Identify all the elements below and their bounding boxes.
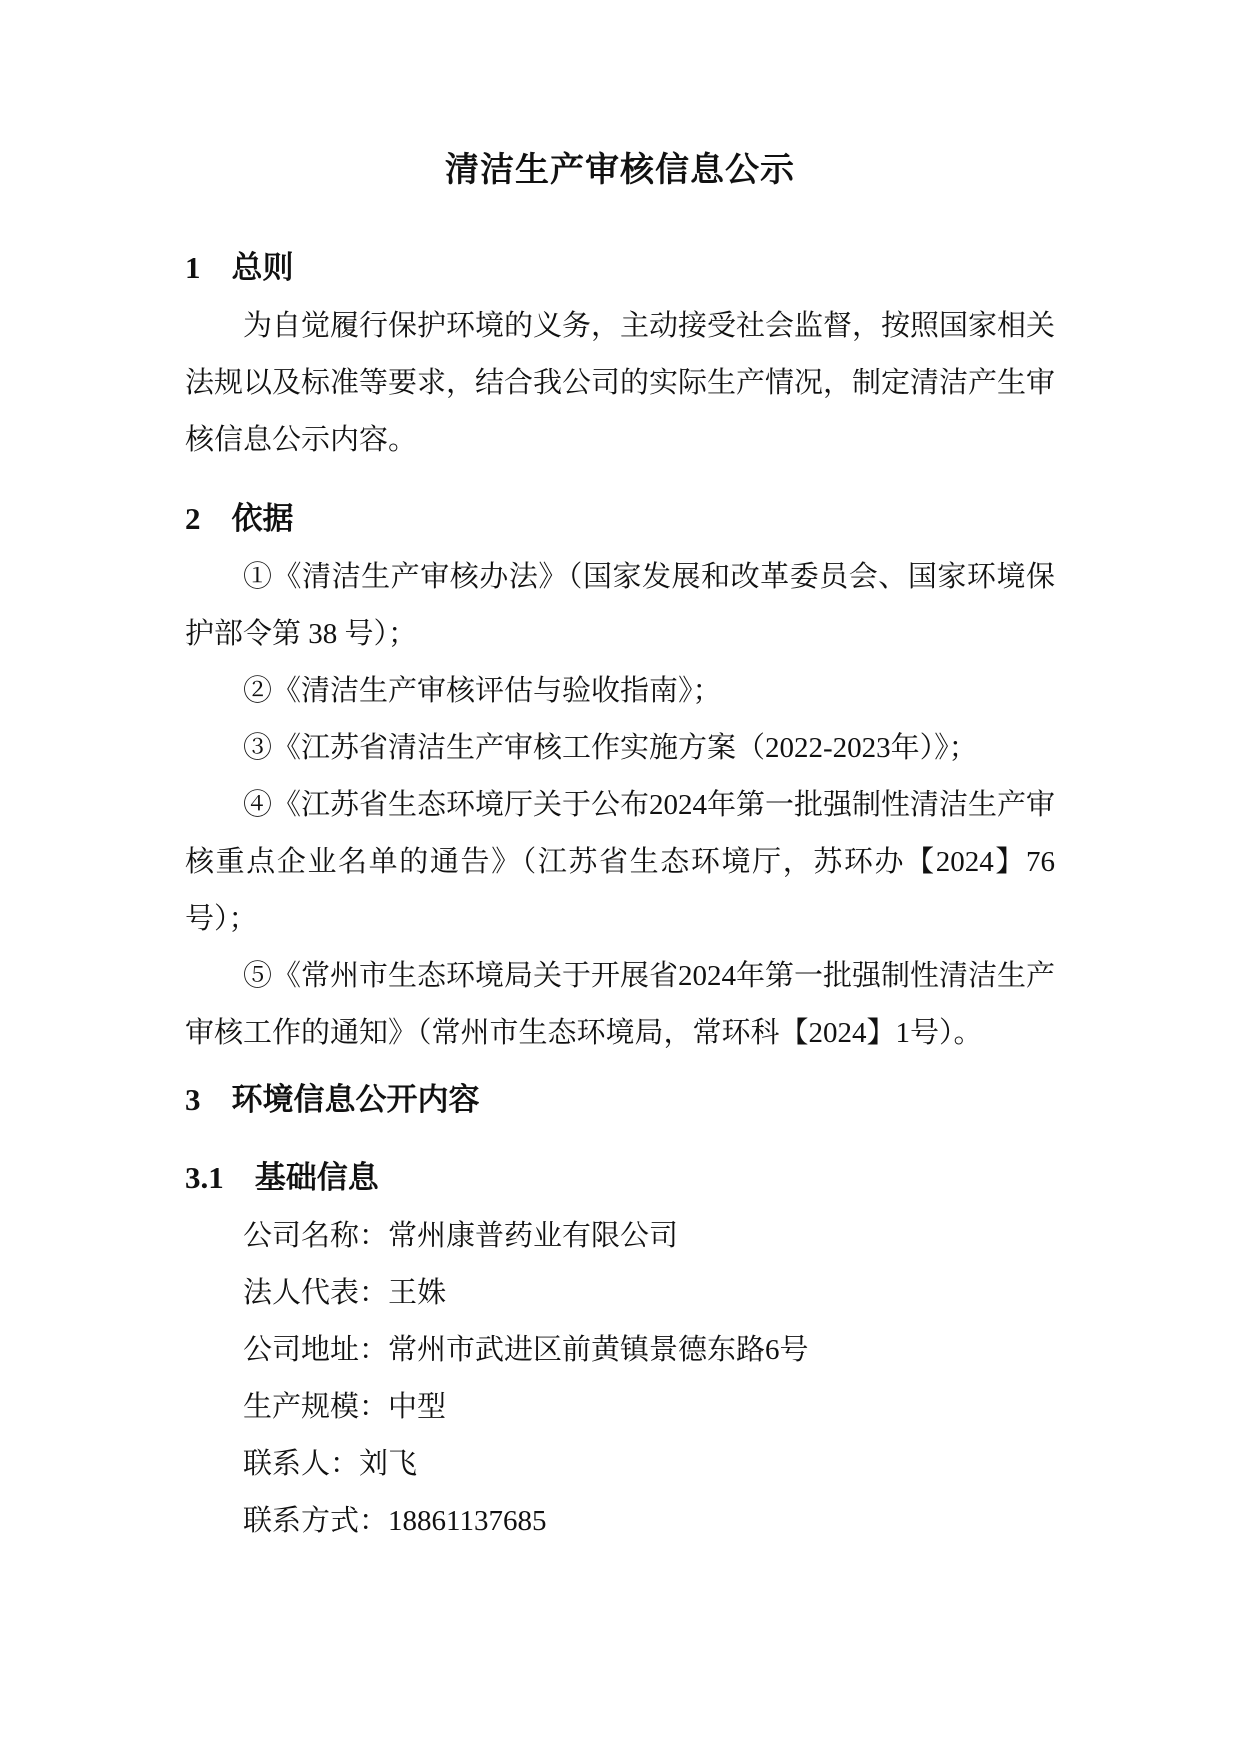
info-label: 联系人： [243, 1448, 360, 1480]
info-value: 中型 [388, 1391, 447, 1423]
basis-item-2: ②《清洁生产审核评估与验收指南》； [243, 675, 722, 707]
info-value: 刘飞 [359, 1448, 418, 1480]
basis-item-5: ⑤《常州市生态环境局关于开展省2024年第一批强制性清洁生产审核工作的通知》（常州市生态环境局，常环科【2024】1号）。 [185, 960, 1056, 1049]
info-line-legal-representative [185, 1265, 1055, 1322]
section-3-1-heading: 3.1 基础信息 [185, 1160, 379, 1195]
info-line-production-scale [185, 1379, 1055, 1436]
section-2-heading: 2 依据 [185, 501, 294, 536]
info-line-contact-phone [185, 1493, 1055, 1550]
info-line-contact-person [185, 1436, 1055, 1493]
info-line-company-name [185, 1208, 1055, 1265]
info-value: 王姝 [388, 1277, 447, 1309]
doc-title: 清洁生产审核信息公示 [445, 152, 795, 189]
info-label: 公司地址： [243, 1334, 389, 1366]
info-label: 联系方式： [243, 1505, 389, 1537]
section-3-heading: 3 环境信息公开内容 [185, 1082, 480, 1117]
info-label: 生产规模： [243, 1391, 389, 1423]
section-1-paragraph: 为自觉履行保护环境的义务，主动接受社会监督，按照国家相关法规以及标准等要求，结合我公司的实际生产情况，制定清洁产生审核信息公示内容。 [185, 310, 1056, 456]
info-label: 公司名称： [243, 1220, 389, 1252]
basis-item-1: ①《清洁生产审核办法》（国家发展和改革委员会、国家环境保护部令第 38 号）； [185, 561, 1055, 650]
info-value: 18861137685 [388, 1505, 547, 1537]
section-1-heading: 1 总则 [185, 250, 294, 285]
info-label: 法人代表： [243, 1277, 389, 1309]
info-value: 常州康普药业有限公司 [388, 1220, 679, 1252]
basis-item-4: ④《江苏省生态环境厅关于公布2024年第一批强制性清洁生产审核重点企业名单的通告》（江苏省生态环境厅，苏环办【2024】76 号）； [185, 789, 1056, 935]
info-value: 常州市武进区前黄镇景德东路6号 [388, 1334, 809, 1366]
info-line-company-address [185, 1322, 1055, 1379]
basis-item-3: ③《江苏省清洁生产审核工作实施方案（2022-2023年）》； [243, 732, 978, 764]
